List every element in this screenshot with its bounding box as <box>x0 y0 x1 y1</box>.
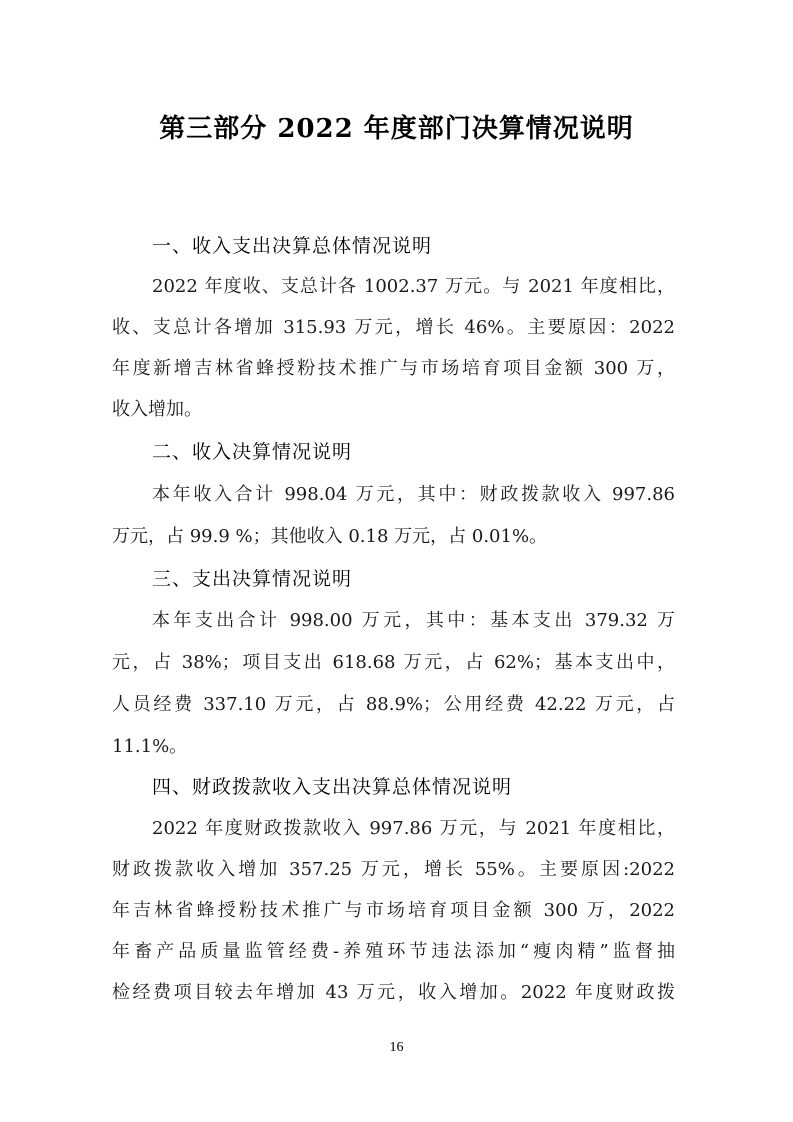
paragraph-line: 财政拨款收入增加 357.25 万元，增长 55%。主要原因:2022 <box>112 859 675 880</box>
paragraph-line: 检经费项目较去年增加 43 万元，收入增加。2022 年度财政拨 <box>112 982 675 1003</box>
paragraph-line: 2022 年度收、支总计各 1002.37 万元。与 2021 年度相比， <box>152 276 675 297</box>
paragraph-line: 万元，占 99.9 %；其他收入 0.18 万元，占 0.01%。 <box>112 526 548 547</box>
page-number: 16 <box>389 1040 404 1055</box>
section-heading-4: 四、财政拨款收入支出决算总体情况说明 <box>152 776 513 798</box>
page-title: 第三部分 2022 年度部门决算情况说明 <box>159 114 634 144</box>
section-heading-3: 三、支出决算情况说明 <box>152 568 353 590</box>
paragraph-line: 年畜产品质量监管经费-养殖环节违法添加“瘦肉精”监督抽 <box>112 941 675 962</box>
section-heading-2: 二、收入决算情况说明 <box>152 441 353 463</box>
paragraph-line: 11.1%。 <box>112 736 188 757</box>
paragraph-line: 本年支出合计 998.00 万元，其中：基本支出 379.32 万 <box>152 610 675 631</box>
paragraph-line: 2022 年度财政拨款收入 997.86 万元，与 2021 年度相比， <box>152 818 675 839</box>
paragraph-line: 人员经费 337.10 万元，占 88.9%；公用经费 42.22 万元，占 <box>112 694 675 715</box>
paragraph-line: 收入增加。 <box>112 399 202 420</box>
paragraph-line: 年度新增吉林省蜂授粉技术推广与市场培育项目金额 300 万， <box>112 358 675 379</box>
paragraph-line: 本年收入合计 998.04 万元，其中：财政拨款收入 997.86 <box>152 484 675 505</box>
paragraph-line: 年吉林省蜂授粉技术推广与市场培育项目金额 300 万，2022 <box>112 900 675 921</box>
paragraph-line: 收、支总计各增加 315.93 万元，增长 46%。主要原因：2022 <box>112 317 675 338</box>
paragraph-line: 元，占 38%；项目支出 618.68 万元，占 62%；基本支出中， <box>112 652 675 673</box>
section-heading-1: 一、收入支出决算总体情况说明 <box>152 235 433 257</box>
